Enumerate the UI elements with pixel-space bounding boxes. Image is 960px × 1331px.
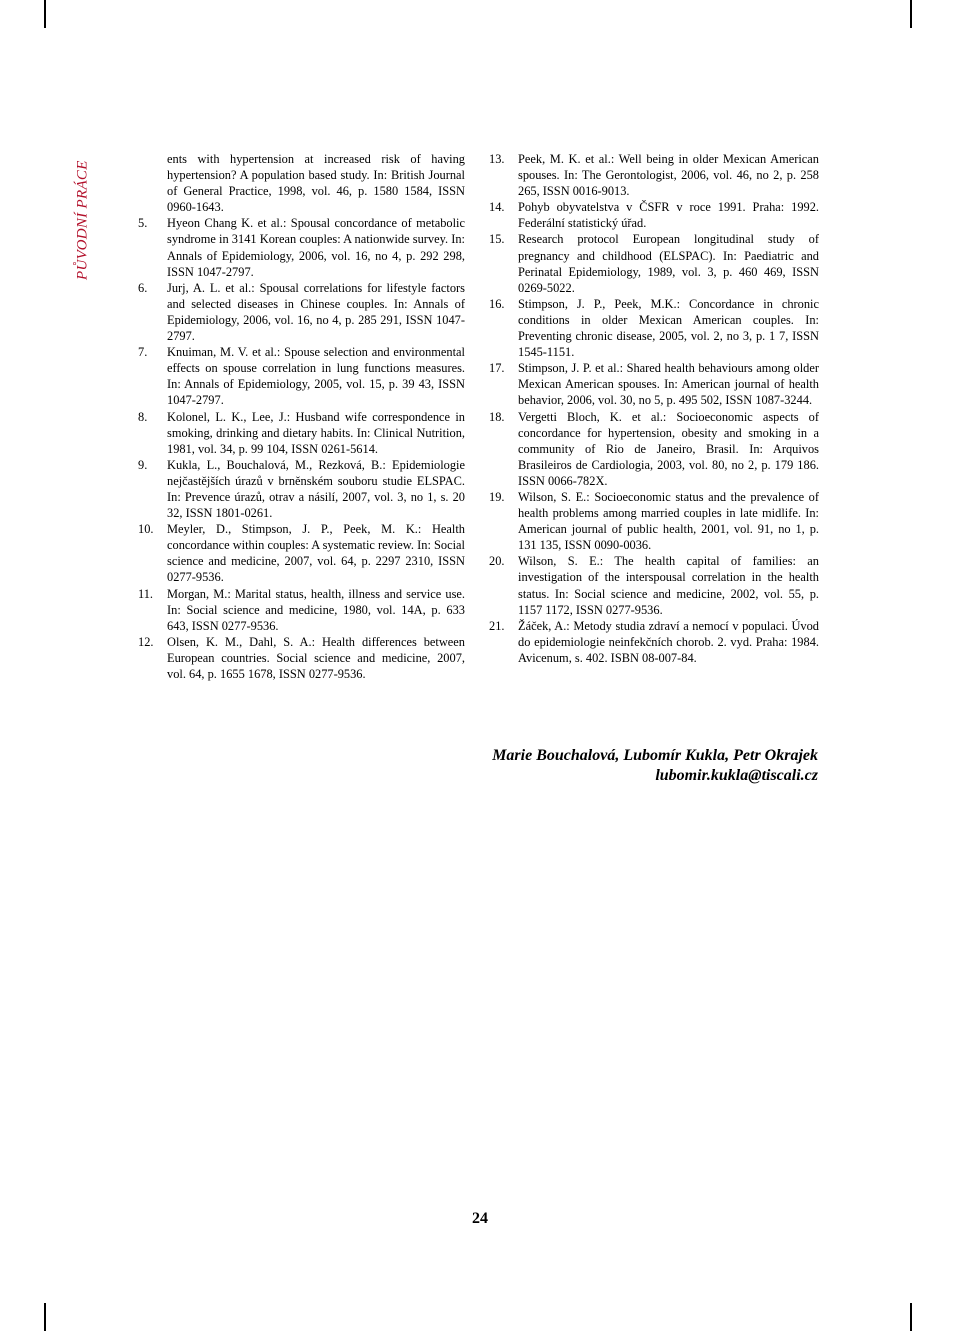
reference-text: Morgan, M.: Marital status, health, illness and service use. In: Social science and medicine, 1980, vol. 14A, p. 633 643, ISSN 0277-9536.	[167, 586, 465, 633]
reference-number: 17.	[489, 361, 505, 376]
crop-mark-bottom-right	[910, 1303, 912, 1331]
reference-text: Wilson, S. E.: The health capital of families: an investigation of the interspousal correlation in the health status. In: Social science and medicine, 2002, vol. 55, p. 1157 1172, ISSN 0277-9536.	[518, 554, 819, 617]
reference-text: Olsen, K. M., Dahl, S. A.: Health differences between European countries. Social science and medicine, 2007, vol. 64, p. 1655 1678, ISSN 0277-9536.	[167, 634, 465, 681]
author-names: Marie Bouchalová, Lubomír Kukla, Petr Okrajek	[492, 747, 818, 764]
reference-text: Knuiman, M. V. et al.: Spouse selection and environmental effects on spouse correlation in lung functions measures. In: Annals of Epidemiology, 2005, vol. 15, p. 39 43, ISSN 1047-2797.	[167, 345, 465, 408]
reference-item	[489, 360, 819, 408]
reference-item	[138, 634, 465, 682]
reference-number: 6.	[138, 280, 148, 295]
reference-item	[489, 199, 819, 231]
reference-text: Vergetti Bloch, K. et al.: Socioeconomic aspects of concordance for hypertension, obesity and smoking in a community of Rio de Janeiro, Brasil. In: Arquivos Brasileiros de Cardiologia, 2003, vol. 80, no 2, p. 179 186. ISSN 0066-782X.	[518, 409, 819, 488]
reference-text: Jurj, A. L. et al.: Spousal correlations for lifestyle factors and selected diseases in Chinese couples. In: Annals of Epidemiology, 2006, vol. 16, no 4, p. 285 291, ISSN 1047-2797.	[167, 280, 465, 344]
reference-item	[138, 521, 465, 585]
reference-item	[138, 409, 465, 457]
crop-mark-top-right	[910, 0, 912, 28]
reference-item	[489, 553, 819, 617]
author-block	[492, 746, 818, 786]
reference-text: Wilson, S. E.: Socioeconomic status and the prevalence of health problems among married couples in late midlife. In: American journal of public health, 2001, vol. 91, no 1, p. 131 135, ISSN 0090-0036.	[518, 489, 819, 553]
reference-text: Stimpson, J. P., Peek, M.K.: Concordance in chronic conditions in older Mexican American couples. In: Preventing chronic disease, 2005, vol. 2, no 3, p. 1 7, ISSN 1545-1151.	[518, 296, 819, 360]
reference-item	[138, 215, 465, 279]
reference-number: 19.	[489, 489, 505, 504]
reference-text: Research protocol European longitudinal study of pregnancy and childhood (ELSPAC). In: Paediatric and Perinatal Epidemiology, 1989, vol. 3, p. 460 469, ISSN 0269-5022.	[518, 232, 819, 295]
reference-number: 21.	[489, 618, 505, 633]
reference-number: 9.	[138, 457, 148, 472]
reference-number: 16.	[489, 296, 505, 311]
page-number: 24	[472, 1210, 488, 1227]
reference-item	[138, 344, 465, 408]
reference-text: Hyeon Chang K. et al.: Spousal concordance of metabolic syndrome in 3141 Korean couples: A nationwide survey. In: Annals of Epidemiology, 2006, vol. 16, no 4, p. 292 298, ISSN 1047-2797.	[167, 216, 465, 279]
reference-text: Kolonel, L. K., Lee, J.: Husband wife correspondence in smoking, drinking and dietary habits. In: Clinical Nutrition, 1981, vol. 34, p. 99 104, ISSN 0261-5614.	[167, 409, 465, 456]
section-side-label: PŮVODNÍ PRÁCE	[74, 160, 91, 280]
reference-number: 10.	[138, 522, 154, 537]
references-right-column	[489, 151, 819, 666]
reference-item	[489, 231, 819, 295]
reference-number: 15.	[489, 232, 505, 247]
reference-number: 14.	[489, 200, 505, 215]
reference-item	[489, 409, 819, 489]
reference-item	[489, 151, 819, 199]
reference-item	[138, 586, 465, 634]
reference-text: Žáček, A.: Metody studia zdraví a nemocí v populaci. Úvod do epidemiologie neinfekčních chorob. 2. vyd. Praha: 1984. Avicenum, s. 402. ISBN 08-007-84.	[518, 618, 819, 665]
reference-number: 18.	[489, 409, 505, 424]
reference-item	[489, 489, 819, 553]
reference-item	[138, 151, 465, 215]
reference-item	[489, 296, 819, 360]
reference-text: Peek, M. K. et al.: Well being in older Mexican American spouses. In: The Gerontologist, 2006, vol. 46, no 2, p. 258 265, ISSN 0016-9013.	[518, 152, 819, 199]
reference-number: 12.	[138, 634, 154, 649]
reference-number: 13.	[489, 152, 505, 166]
reference-item	[138, 280, 465, 344]
references-left-column	[138, 151, 465, 682]
reference-text: Meyler, D., Stimpson, J. P., Peek, M. K.: Health concordance within couples: A systematic review. In: Social science and medicine, 2007, vol. 64, p. 2297 2310, ISSN 0277-9536.	[167, 522, 465, 585]
crop-mark-bottom-left	[44, 1303, 46, 1331]
crop-mark-top-left	[44, 0, 46, 28]
reference-text: Pohyb obyvatelstva v ČSFR v roce 1991. Praha: 1992. Federální statistický úřad.	[518, 200, 819, 231]
reference-number: 20.	[489, 554, 505, 569]
reference-number: 8.	[138, 409, 148, 424]
reference-item	[489, 618, 819, 666]
reference-item	[138, 457, 465, 521]
reference-text: ents with hypertension at increased risk of having hypertension? A population based study. In: British Journal of General Practice, 1998, vol. 46, p. 1580 1584, ISSN 0960-1643.	[167, 152, 465, 215]
reference-number: 7.	[138, 345, 148, 360]
reference-number: 5.	[138, 216, 148, 231]
author-email: lubomir.kukla@tiscali.cz	[655, 767, 818, 784]
reference-text: Stimpson, J. P. et al.: Shared health behaviours among older Mexican American spouses. In: American journal of health behavior, 2006, vol. 30, no 5, p. 495 502, ISSN 1087-3244.	[518, 361, 819, 408]
reference-number: 11.	[138, 586, 154, 601]
reference-text: Kukla, L., Bouchalová, M., Rezková, B.: Epidemiologie nejčastějších úrazů v brněnském souboru studie ELSPAC. In: Prevence úrazů, otrav a násilí, 2007, vol. 3, no 1, s. 20 32, ISSN 1801-0261.	[167, 457, 465, 521]
